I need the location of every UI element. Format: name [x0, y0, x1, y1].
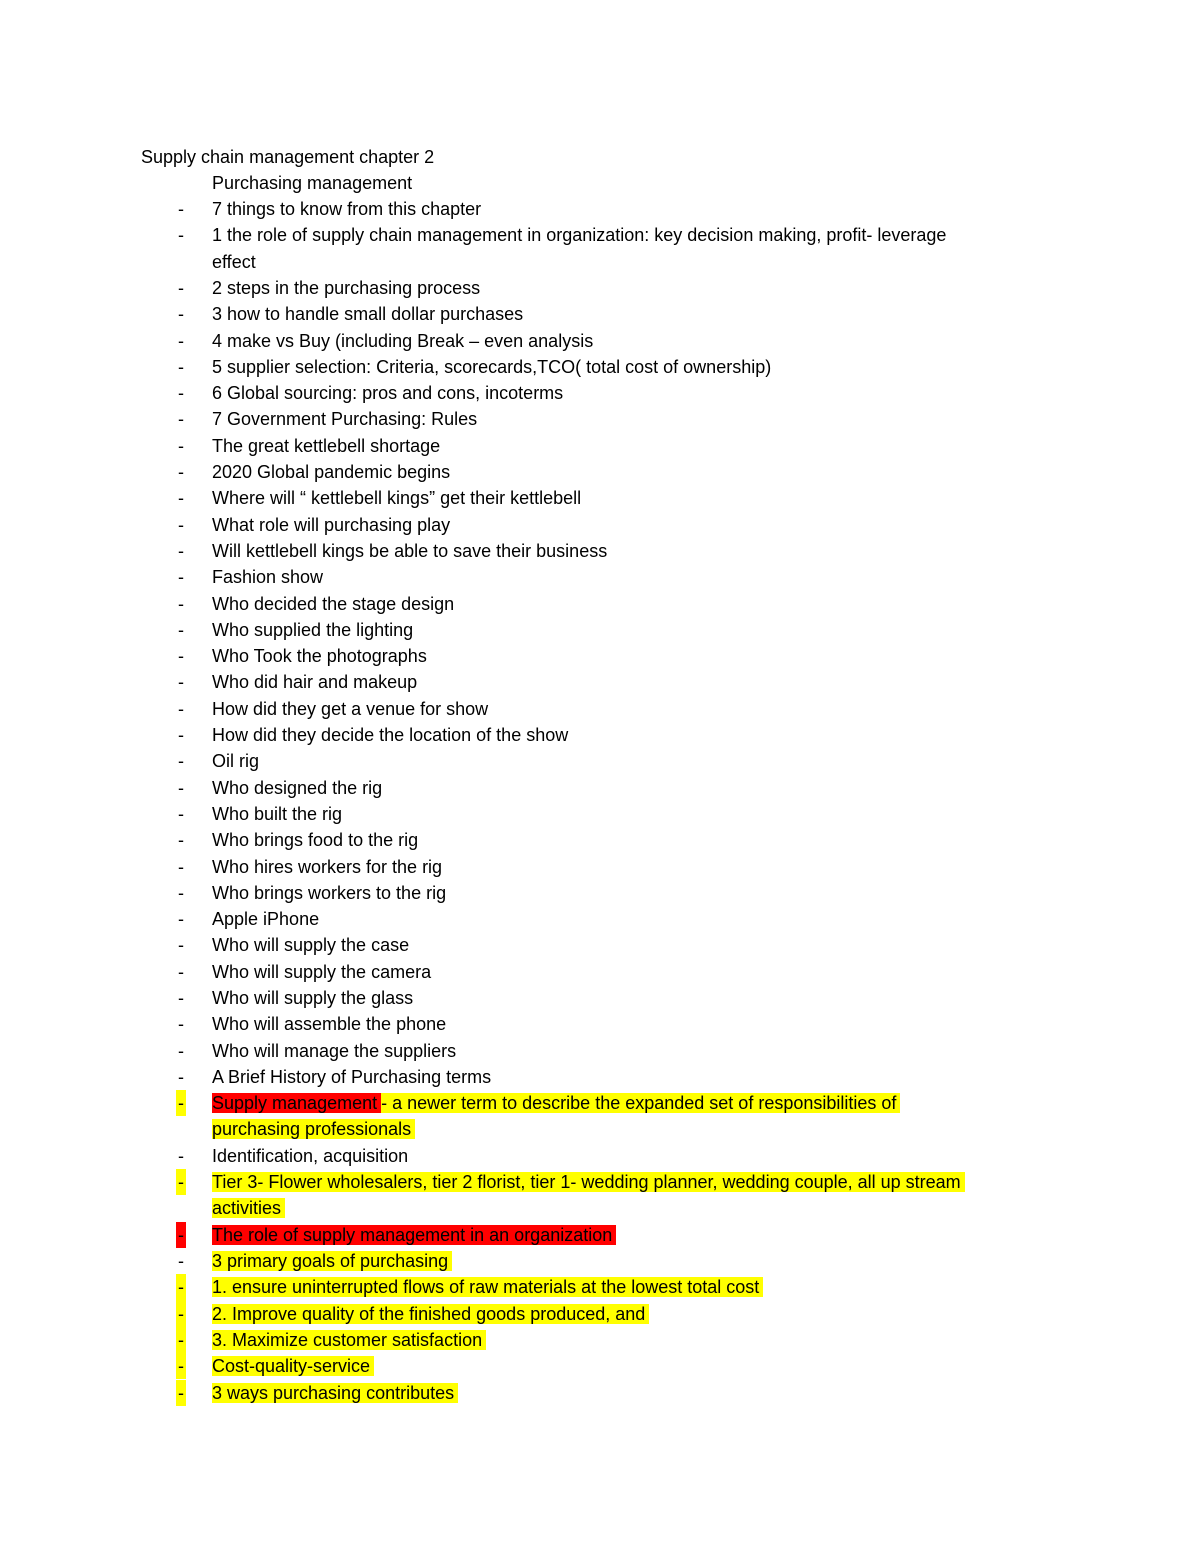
text-line — [212, 406, 1052, 432]
list-item — [0, 1169, 1200, 1222]
text-segment: Who will supply the case — [212, 935, 410, 956]
text-segment: Who brings workers to the rig — [212, 882, 447, 903]
list-item — [0, 1327, 1200, 1353]
list-item-text — [212, 1090, 1052, 1143]
bullet-dash: - — [178, 935, 184, 956]
highlighted-text: purchasing professionals — [212, 1119, 415, 1139]
list-item — [0, 1143, 1200, 1169]
bullet-dash: - — [178, 725, 184, 745]
bullet-dash: - — [178, 1040, 184, 1061]
text-line — [212, 459, 1052, 485]
text-segment: A Brief History of Purchasing terms — [212, 1066, 492, 1087]
text-line — [212, 249, 1052, 275]
list-item-text — [212, 932, 1052, 958]
list-item — [0, 512, 1200, 538]
text-line — [212, 643, 1052, 669]
list-item-text — [212, 380, 1052, 406]
text-segment: 5 supplier selection: Criteria, scorecards,TCO( total cost of ownership) — [212, 356, 772, 377]
bullet-dash: - — [176, 1380, 186, 1406]
list-item-text — [212, 1327, 1052, 1353]
list-item-text — [212, 748, 1052, 774]
text-line — [212, 1090, 1052, 1116]
highlighted-text: 1. ensure uninterrupted flows of raw materials at the lowest total cost — [212, 1277, 763, 1297]
list-item-text — [212, 801, 1052, 827]
bullet-dash: - — [178, 672, 184, 693]
list-item — [0, 196, 1200, 222]
list-item-text — [212, 196, 1052, 222]
bullet-dash: - — [176, 1353, 186, 1379]
list-item — [0, 1038, 1200, 1064]
list-item — [0, 459, 1200, 485]
list-item — [0, 564, 1200, 590]
text-line — [212, 1169, 1052, 1195]
text-line — [212, 354, 1052, 380]
text-segment: 7 things to know from this chapter — [212, 199, 482, 219]
text-segment: 7 Government Purchasing: Rules — [212, 409, 478, 430]
list-item-text — [212, 538, 1052, 564]
text-line — [212, 775, 1052, 801]
text-line — [212, 485, 1052, 511]
text-segment: 2020 Global pandemic begins — [212, 462, 451, 482]
bullet-dash: - — [178, 803, 184, 824]
list-item — [0, 1353, 1200, 1379]
list-item-text — [212, 1169, 1052, 1222]
bullet-dash: - — [178, 330, 184, 351]
list-item-text — [212, 1143, 1052, 1169]
list-item-text — [212, 1064, 1052, 1090]
list-item — [0, 538, 1200, 564]
text-line — [212, 1143, 1052, 1169]
text-line — [212, 591, 1052, 617]
list-item — [0, 433, 1200, 459]
text-segment: Who will manage the suppliers — [212, 1040, 457, 1061]
text-segment: Fashion show — [212, 567, 324, 588]
text-line — [212, 696, 1052, 722]
bullet-dash: - — [178, 1066, 184, 1087]
bullet-dash: - — [178, 909, 184, 930]
text-segment: Who will supply the camera — [212, 961, 432, 982]
text-segment: Who will assemble the phone — [212, 1014, 447, 1035]
bullet-dash: - — [178, 646, 184, 667]
list-item — [0, 748, 1200, 774]
text-line — [212, 1353, 1052, 1379]
text-line — [212, 433, 1052, 459]
text-line — [212, 959, 1052, 985]
highlighted-text: 2. Improve quality of the finished goods produced, and — [212, 1304, 649, 1324]
bullet-dash: - — [178, 225, 184, 246]
text-line — [212, 669, 1052, 695]
text-line — [212, 301, 1052, 327]
text-line — [212, 932, 1052, 958]
list-item-text — [212, 880, 1052, 906]
list-item — [0, 1090, 1200, 1143]
list-item-text — [212, 669, 1052, 695]
text-line — [212, 1301, 1052, 1327]
list-item-text — [212, 1380, 1052, 1406]
list-item — [0, 722, 1200, 748]
text-line — [212, 1038, 1052, 1064]
bullet-dash: - — [178, 304, 184, 325]
list-item-text — [212, 985, 1052, 1011]
text-segment: 2 steps in the purchasing process — [212, 277, 481, 298]
text-line — [212, 1011, 1052, 1037]
list-item-text — [212, 1274, 1052, 1300]
bullet-dash: - — [178, 619, 184, 640]
list-item-text — [212, 354, 1052, 380]
bullet-dash: - — [178, 1145, 184, 1166]
text-line — [212, 328, 1052, 354]
list-item — [0, 1011, 1200, 1037]
text-segment: Who decided the stage design — [212, 593, 455, 614]
bullet-dash: - — [178, 488, 184, 509]
text-line — [212, 722, 1052, 748]
bullet-dash: - — [178, 777, 184, 798]
bullet-dash: - — [178, 540, 184, 561]
list-item — [0, 669, 1200, 695]
list-item-text — [212, 433, 1052, 459]
text-line — [212, 801, 1052, 827]
text-segment: The great kettlebell shortage — [212, 435, 441, 456]
bullet-dash: - — [178, 462, 184, 482]
text-segment: 3 how to handle small dollar purchases — [212, 304, 524, 325]
list-item — [0, 1274, 1200, 1300]
list-item — [0, 1380, 1200, 1406]
bullet-dash: - — [176, 1222, 186, 1248]
list-item-text — [212, 854, 1052, 880]
bullet-dash: - — [176, 1301, 186, 1327]
list-item-text — [212, 1011, 1052, 1037]
bullet-dash: - — [178, 830, 184, 851]
text-segment: Where will “ kettlebell kings” get their kettlebell — [212, 488, 582, 509]
text-segment: Apple iPhone — [212, 909, 320, 930]
text-segment: How did they decide the location of the show — [212, 725, 569, 745]
list-item-text — [212, 1353, 1052, 1379]
text-segment: Who will supply the glass — [212, 988, 414, 1008]
list-item — [0, 880, 1200, 906]
list-item-text — [212, 1248, 1052, 1274]
list-item — [0, 1222, 1200, 1248]
list-item-text — [212, 643, 1052, 669]
bullet-dash: - — [178, 961, 184, 982]
list-item-text — [212, 1038, 1052, 1064]
text-line — [212, 564, 1052, 590]
text-segment: Who hires workers for the rig — [212, 856, 443, 877]
highlighted-text: The role of supply management in an organization — [212, 1225, 616, 1245]
text-line — [212, 1327, 1052, 1353]
bullet-dash: - — [178, 1251, 184, 1271]
list-item-text — [212, 1222, 1052, 1248]
list-item — [0, 985, 1200, 1011]
list-item — [0, 1301, 1200, 1327]
list-item-text — [212, 591, 1052, 617]
bullet-dash: - — [178, 383, 184, 404]
text-segment: Oil rig — [212, 751, 260, 772]
list-item — [0, 380, 1200, 406]
list-item-text — [212, 722, 1052, 748]
text-line — [212, 1380, 1052, 1406]
list-item — [0, 1064, 1200, 1090]
list-item — [0, 906, 1200, 932]
highlighted-text: Tier 3- Flower wholesalers, tier 2 florist, tier 1- wedding planner, wedding couple, all up stream — [212, 1172, 965, 1192]
list-item-text — [212, 222, 1052, 275]
text-segment: 4 make vs Buy (including Break – even analysis — [212, 330, 594, 351]
list-item-text — [212, 485, 1052, 511]
list-item — [0, 959, 1200, 985]
list-item-text — [212, 512, 1052, 538]
highlighted-text: 3. Maximize customer satisfaction — [212, 1330, 486, 1350]
bullet-dash: - — [178, 856, 184, 877]
bullet-dash: - — [178, 199, 184, 219]
list-item-text — [212, 906, 1052, 932]
highlighted-text: activities — [212, 1198, 285, 1218]
text-line — [212, 512, 1052, 538]
text-segment: 6 Global sourcing: pros and cons, incoterms — [212, 383, 564, 404]
text-segment: Identification, acquisition — [212, 1145, 409, 1166]
list-item-text — [212, 617, 1052, 643]
list-item — [0, 775, 1200, 801]
bullet-dash: - — [178, 988, 184, 1008]
list-item — [0, 485, 1200, 511]
list-item-text — [212, 301, 1052, 327]
text-line — [212, 1274, 1052, 1300]
list-item — [0, 617, 1200, 643]
text-segment: How did they get a venue for show — [212, 698, 489, 719]
text-segment: Will kettlebell kings be able to save their business — [212, 540, 608, 561]
list-item-text — [212, 1301, 1052, 1327]
highlighted-text: - a newer term to describe the expanded set of responsibilities of — [381, 1093, 900, 1113]
bullet-dash: - — [176, 1274, 186, 1300]
list-item — [0, 301, 1200, 327]
text-line — [212, 1248, 1052, 1274]
text-line — [212, 854, 1052, 880]
bullet-dash: - — [178, 882, 184, 903]
bullet-dash: - — [178, 567, 184, 588]
text-line — [212, 617, 1052, 643]
list-item — [0, 222, 1200, 275]
document-title: Supply chain management chapter 2 — [141, 147, 435, 167]
text-line — [212, 538, 1052, 564]
highlighted-text: 3 ways purchasing contributes — [212, 1383, 458, 1403]
bullet-dash: - — [176, 1327, 186, 1353]
text-line — [212, 1064, 1052, 1090]
text-line — [212, 196, 1052, 222]
text-line — [212, 748, 1052, 774]
list-item-text — [212, 827, 1052, 853]
list-item-text — [212, 459, 1052, 485]
list-item — [0, 275, 1200, 301]
list-item — [0, 801, 1200, 827]
list-item — [0, 328, 1200, 354]
list-item — [0, 406, 1200, 432]
text-line — [212, 1116, 1052, 1142]
text-segment: Who supplied the lighting — [212, 619, 414, 640]
text-line — [212, 985, 1052, 1011]
list-item-text — [212, 328, 1052, 354]
list-item — [0, 354, 1200, 380]
text-line — [212, 275, 1052, 301]
text-segment: Who did hair and makeup — [212, 672, 418, 693]
text-segment: Who brings food to the rig — [212, 830, 419, 851]
bullet-dash: - — [178, 1014, 184, 1035]
list-item — [0, 1248, 1200, 1274]
list-item-text — [212, 564, 1052, 590]
bullet-dash: - — [178, 356, 184, 377]
text-line — [212, 880, 1052, 906]
bullet-dash: - — [176, 1169, 186, 1195]
document-subtitle: Purchasing management — [212, 173, 413, 193]
bullet-dash: - — [178, 514, 184, 535]
list-item-text — [212, 406, 1052, 432]
list-item-text — [212, 696, 1052, 722]
bullet-dash: - — [176, 1090, 186, 1116]
list-item-text — [212, 275, 1052, 301]
text-segment: What role will purchasing play — [212, 514, 451, 535]
list-item — [0, 854, 1200, 880]
bullet-dash: - — [178, 593, 184, 614]
text-line — [212, 906, 1052, 932]
list-item — [0, 827, 1200, 853]
bullet-dash: - — [178, 751, 184, 772]
text-line — [212, 380, 1052, 406]
list-item — [0, 591, 1200, 617]
list-item — [0, 643, 1200, 669]
list-item-text — [212, 959, 1052, 985]
bullet-dash: - — [178, 435, 184, 456]
bullet-dash: - — [178, 409, 184, 430]
list-item-text — [212, 775, 1052, 801]
bullet-dash: - — [178, 277, 184, 298]
text-segment: Who built the rig — [212, 803, 343, 824]
highlighted-text: 3 primary goals of purchasing — [212, 1251, 452, 1271]
text-segment: effect — [212, 251, 256, 272]
list-item — [0, 932, 1200, 958]
text-line — [212, 222, 1052, 248]
list-item — [0, 696, 1200, 722]
text-segment: Who designed the rig — [212, 777, 383, 798]
text-segment: Who Took the photographs — [212, 646, 427, 667]
text-line — [212, 1222, 1052, 1248]
text-line — [212, 827, 1052, 853]
highlighted-text: Supply management — [212, 1093, 381, 1113]
text-segment: 1 the role of supply chain management in organization: key decision making, profit- leverage — [212, 225, 947, 246]
text-line — [212, 1195, 1052, 1221]
bullet-dash: - — [178, 698, 184, 719]
highlighted-text: Cost-quality-service — [212, 1356, 374, 1376]
